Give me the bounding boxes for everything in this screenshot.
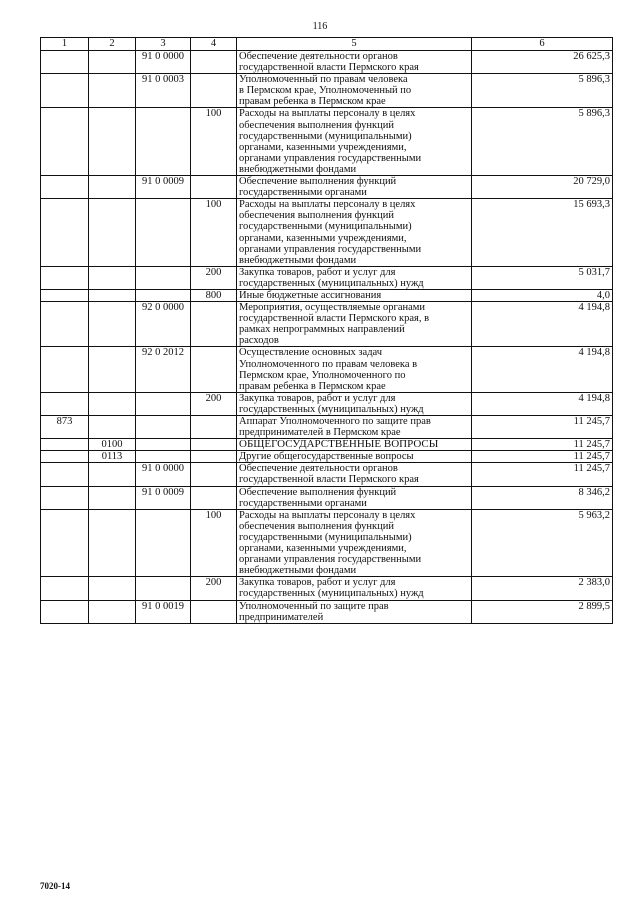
description-line: Уполномоченный по правам человека (239, 74, 408, 86)
target-code-cell (136, 577, 191, 600)
amount-cell: 15 693,3 (472, 199, 613, 267)
section-code-cell: 0113 (89, 451, 136, 463)
target-code-cell (136, 439, 191, 451)
admin-code-cell (41, 289, 89, 301)
table-row (41, 289, 613, 301)
description-line: предпринимателей в Пермском крае (239, 427, 401, 439)
description-line: государственных (муниципальных) нужд (239, 403, 424, 415)
target-code-cell: 91 0 0019 (136, 600, 191, 623)
amount-cell: 11 245,7 (472, 463, 613, 486)
section-code-cell (89, 176, 136, 199)
description-line: рамках непрограммных направлений (239, 324, 405, 336)
description-line: Уполномоченного по правам человека в (239, 358, 418, 370)
section-code-cell (89, 289, 136, 301)
page-number: 116 (312, 21, 328, 32)
target-code-cell: 92 0 2012 (136, 347, 191, 392)
table-row (41, 486, 613, 509)
description-cell (237, 108, 472, 176)
table-row (41, 600, 613, 623)
description-cell (237, 463, 472, 486)
description-line: органами, казенными учреждениями, (239, 543, 407, 555)
admin-code-cell (41, 266, 89, 289)
admin-code-cell (41, 74, 89, 108)
header-col-2: 2 (89, 38, 136, 51)
footer-code: 7020-14 (40, 881, 70, 891)
target-code-cell (136, 108, 191, 176)
section-code-cell (89, 51, 136, 74)
section-code-cell (89, 416, 136, 439)
description-line: предпринимателей (239, 611, 324, 623)
target-code-cell (136, 392, 191, 415)
amount-cell: 2 383,0 (472, 577, 613, 600)
admin-code-cell (41, 439, 89, 451)
table-row (41, 176, 613, 199)
description-line: Обеспечение деятельности органов (239, 463, 398, 475)
target-code-cell (136, 266, 191, 289)
section-code-cell (89, 266, 136, 289)
description-line: Уполномоченный по защите прав (239, 600, 389, 612)
section-code-cell: 0100 (89, 439, 136, 451)
description-line: государственной власти Пермского края, в (239, 313, 430, 325)
section-code-cell (89, 108, 136, 176)
table-row (41, 451, 613, 463)
table-row (41, 509, 613, 577)
description-line: государственными органами (239, 187, 367, 199)
description-line: расходов (239, 335, 279, 347)
description-line: Иные бюджетные ассигнования (239, 289, 382, 301)
description-cell (237, 416, 472, 439)
header-col-5: 5 (237, 38, 472, 51)
description-cell (237, 509, 472, 577)
table-row (41, 302, 613, 347)
target-code-cell (136, 289, 191, 301)
target-code-cell (136, 416, 191, 439)
table-row (41, 439, 613, 451)
target-code-cell: 92 0 0000 (136, 302, 191, 347)
description-line: Мероприятия, осуществляемые органами (239, 302, 426, 314)
description-line: Обеспечение выполнения функций (239, 176, 397, 188)
description-line: Осуществление основных задач (239, 347, 383, 359)
description-cell (237, 289, 472, 301)
description-line: обеспечения выполнения функций (239, 119, 395, 131)
description-line: Другие общегосударственные вопросы (239, 451, 414, 463)
header-col-1: 1 (41, 38, 89, 51)
target-code-cell: 91 0 0009 (136, 176, 191, 199)
description-cell (237, 266, 472, 289)
description-line: обеспечения выполнения функций (239, 520, 395, 532)
table-row (41, 416, 613, 439)
section-code-cell (89, 302, 136, 347)
description-line: Обеспечение выполнения функций (239, 486, 397, 498)
description-cell (237, 74, 472, 108)
admin-code-cell (41, 463, 89, 486)
description-line: обеспечения выполнения функций (239, 210, 395, 222)
admin-code-cell (41, 509, 89, 577)
admin-code-cell (41, 51, 89, 74)
header-col-3: 3 (136, 38, 191, 51)
description-line: Закупка товаров, работ и услуг для (239, 392, 396, 404)
amount-cell: 4 194,8 (472, 347, 613, 392)
expense-type-cell: 100 (191, 509, 237, 577)
expense-type-cell (191, 439, 237, 451)
expense-type-cell (191, 347, 237, 392)
amount-cell: 4 194,8 (472, 392, 613, 415)
description-line: государственными органами (239, 497, 367, 509)
description-line: правам ребенка в Пермском крае (239, 380, 386, 392)
section-code-cell (89, 199, 136, 267)
target-code-cell: 91 0 0000 (136, 51, 191, 74)
description-cell (237, 199, 472, 267)
amount-cell: 11 245,7 (472, 416, 613, 439)
description-line: Закупка товаров, работ и услуг для (239, 577, 396, 589)
section-code-cell (89, 392, 136, 415)
description-cell (237, 439, 472, 451)
admin-code-cell (41, 600, 89, 623)
budget-table-body (41, 51, 613, 624)
description-line: государственными (муниципальными) (239, 531, 412, 543)
description-line: Расходы на выплаты персоналу в целях (239, 108, 416, 120)
description-line: государственных (муниципальных) нужд (239, 588, 424, 600)
admin-code-cell (41, 392, 89, 415)
target-code-cell (136, 199, 191, 267)
description-line: Расходы на выплаты персоналу в целях (239, 509, 416, 521)
description-line: органами, казенными учреждениями, (239, 232, 407, 244)
admin-code-cell: 873 (41, 416, 89, 439)
description-line: государственных (муниципальных) нужд (239, 277, 424, 289)
admin-code-cell (41, 486, 89, 509)
table-row (41, 347, 613, 392)
section-code-cell (89, 463, 136, 486)
description-line: Аппарат Уполномоченного по защите прав (239, 416, 431, 427)
expense-type-cell (191, 463, 237, 486)
section-code-cell (89, 600, 136, 623)
description-line: органами управления государственными (239, 152, 422, 164)
table-row (41, 266, 613, 289)
header-col-6: 6 (472, 38, 613, 51)
target-code-cell: 91 0 0000 (136, 463, 191, 486)
description-cell (237, 302, 472, 347)
description-line: в Пермском крае, Уполномоченный по (239, 85, 412, 97)
amount-cell: 8 346,2 (472, 486, 613, 509)
section-code-cell (89, 577, 136, 600)
section-code-cell (89, 486, 136, 509)
target-code-cell: 91 0 0003 (136, 74, 191, 108)
section-code-cell (89, 74, 136, 108)
description-cell (237, 577, 472, 600)
description-cell (237, 176, 472, 199)
admin-code-cell (41, 108, 89, 176)
expense-type-cell (191, 416, 237, 439)
table-row (41, 199, 613, 267)
amount-cell: 20 729,0 (472, 176, 613, 199)
expense-type-cell: 200 (191, 266, 237, 289)
expense-type-cell (191, 51, 237, 74)
description-line: правам ребенка в Пермском крае (239, 96, 386, 108)
amount-cell: 11 245,7 (472, 451, 613, 463)
amount-cell: 11 245,7 (472, 439, 613, 451)
description-line: органами управления государственными (239, 243, 422, 255)
expense-type-cell (191, 451, 237, 463)
description-line: Пермском крае, Уполномоченного по (239, 369, 406, 381)
table-row (41, 392, 613, 415)
amount-cell: 26 625,3 (472, 51, 613, 74)
expense-type-cell (191, 302, 237, 347)
amount-cell: 5 896,3 (472, 108, 613, 176)
description-cell (237, 486, 472, 509)
admin-code-cell (41, 577, 89, 600)
description-line: органами управления государственными (239, 554, 422, 566)
amount-cell: 4,0 (472, 289, 613, 301)
description-cell (237, 51, 472, 74)
table-row (41, 51, 613, 74)
admin-code-cell (41, 199, 89, 267)
description-line: внебюджетными фондами (239, 254, 357, 266)
expense-type-cell (191, 486, 237, 509)
section-code-cell (89, 509, 136, 577)
description-line: Расходы на выплаты персоналу в целях (239, 199, 416, 211)
description-line: государственными (муниципальными) (239, 221, 412, 233)
expense-type-cell (191, 74, 237, 108)
expense-type-cell: 800 (191, 289, 237, 301)
admin-code-cell (41, 451, 89, 463)
amount-cell: 5 896,3 (472, 74, 613, 108)
target-code-cell (136, 451, 191, 463)
description-line: органами, казенными учреждениями, (239, 141, 407, 153)
table-row (41, 577, 613, 600)
admin-code-cell (41, 347, 89, 392)
description-cell (237, 600, 472, 623)
description-line: государственными (муниципальными) (239, 130, 412, 142)
expense-type-cell: 200 (191, 392, 237, 415)
table-row (41, 74, 613, 108)
section-code-cell (89, 347, 136, 392)
expense-type-cell: 200 (191, 577, 237, 600)
description-line: внебюджетными фондами (239, 565, 357, 577)
target-code-cell: 91 0 0009 (136, 486, 191, 509)
description-line: государственной власти Пермского края (239, 474, 419, 486)
description-line: Закупка товаров, работ и услуг для (239, 266, 396, 278)
expense-type-cell: 100 (191, 108, 237, 176)
expense-type-cell (191, 176, 237, 199)
admin-code-cell (41, 302, 89, 347)
description-cell (237, 451, 472, 463)
description-cell (237, 392, 472, 415)
admin-code-cell (41, 176, 89, 199)
amount-cell: 4 194,8 (472, 302, 613, 347)
description-line: внебюджетными фондами (239, 163, 357, 175)
target-code-cell (136, 509, 191, 577)
header-col-4: 4 (191, 38, 237, 51)
expense-type-cell (191, 600, 237, 623)
expense-type-cell: 100 (191, 199, 237, 267)
budget-table (40, 37, 613, 624)
amount-cell: 5 963,2 (472, 509, 613, 577)
description-line: ОБЩЕГОСУДАРСТВЕННЫЕ ВОПРОСЫ (239, 438, 439, 451)
description-line: государственной власти Пермского края (239, 62, 419, 74)
description-cell (237, 347, 472, 392)
table-row (41, 463, 613, 486)
table-row (41, 108, 613, 176)
table-header-row (41, 38, 613, 51)
description-line: Обеспечение деятельности органов (239, 51, 398, 62)
amount-cell: 5 031,7 (472, 266, 613, 289)
amount-cell: 2 899,5 (472, 600, 613, 623)
